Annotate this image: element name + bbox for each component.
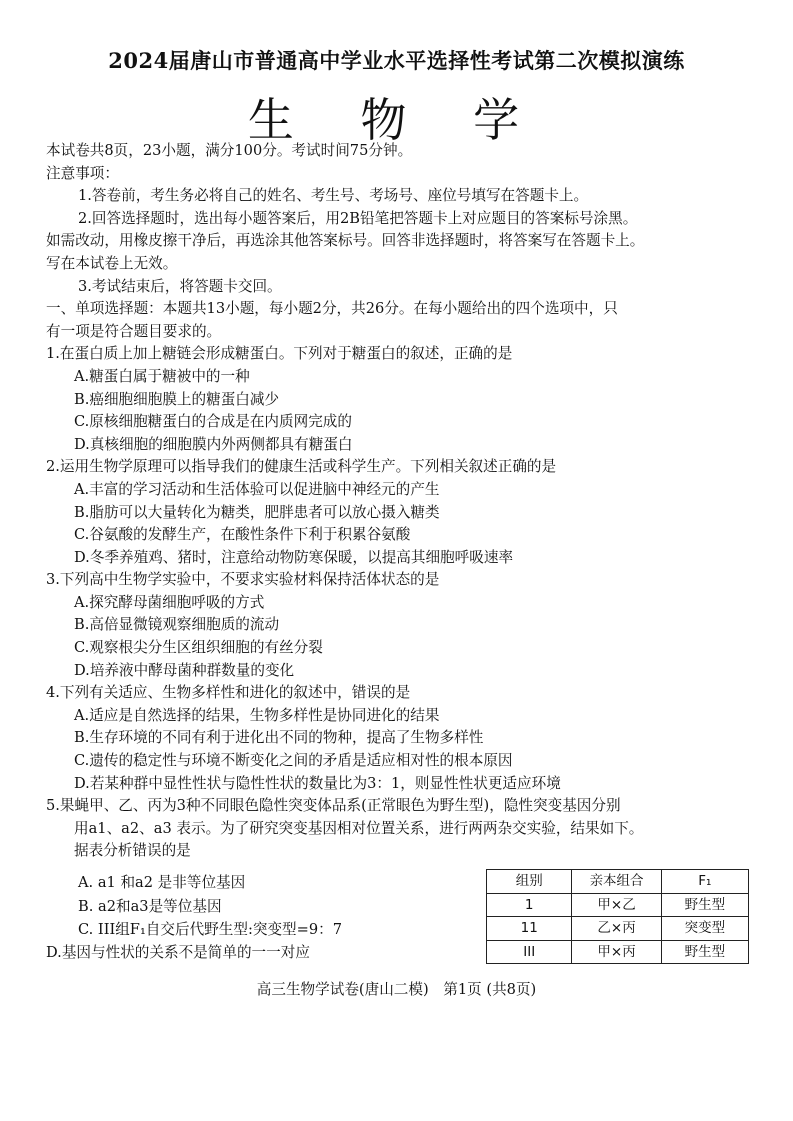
- table-cell: 突变型: [661, 917, 748, 941]
- q5-options: [46, 871, 342, 964]
- exam-title: 2024届唐山市普通高中学业水平选择性考试第二次模拟演练: [108, 48, 685, 73]
- option-d: D.若某种群中显性性状与隐性性状的数量比为3：1，则显性性状更适应环境: [74, 774, 561, 792]
- note-2-end: 写在本试卷上无效。: [46, 254, 178, 272]
- option-b: B.生存环境的不同有利于进化出不同的物种，提高了生物多样性: [74, 729, 484, 747]
- header-parents: 亲本组合: [572, 870, 661, 894]
- note-2-cont: 如需改动，用橡皮擦干净后，再选涂其他答案标号。回答非选择题时，将答案写在答题卡上。: [46, 232, 645, 250]
- option-a: A.适应是自然选择的结果，生物多样性是协同进化的结果: [74, 706, 440, 724]
- question-stem-end: 据表分析错误的是: [74, 842, 191, 860]
- option-c: C.遗传的稳定性与环境不断变化之间的矛盾是适应相对性的根本原因: [74, 752, 513, 770]
- question-4: [46, 682, 749, 795]
- page-footer: 高三生物学试卷(唐山二模) 第1页 (共8页): [256, 981, 537, 998]
- q5-content: [46, 863, 749, 979]
- cross-results-table: [486, 869, 749, 964]
- header-group: 组别: [487, 870, 572, 894]
- option-c: C.谷氨酸的发酵生产，在酸性条件下利于积累谷氨酸: [74, 526, 411, 544]
- notes-title: 注意事项：: [46, 164, 119, 182]
- option-a: A. a1 和a2 是非等位基因: [78, 874, 246, 891]
- option-c: C.原核细胞糖蛋白的合成是在内质网完成的: [74, 413, 352, 431]
- option-b: B.脂肪可以大量转化为糖类，肥胖患者可以放心摄入糖类: [74, 503, 440, 521]
- question-stem: 3.下列高中生物学实验中，不要求实验材料保持活体状态的是: [46, 571, 440, 589]
- table-cell: 甲×乙: [572, 893, 661, 917]
- question-stem: 5.果蝇甲、乙、丙为3种不同眼色隐性突变体品系(正常眼色为野生型)，隐性突变基因分别: [46, 797, 621, 815]
- option-a: A.探究酵母菌细胞呼吸的方式: [74, 593, 265, 611]
- table-cell: 野生型: [661, 893, 748, 917]
- option-a: A.糖蛋白属于糖被中的一种: [74, 367, 250, 385]
- option-d: D.培养液中酵母菌种群数量的变化: [74, 661, 295, 679]
- option-c: C. III组F₁自交后代野生型:突变型=9：7: [78, 921, 343, 938]
- option-d: D.真核细胞的细胞膜内外两侧都具有糖蛋白: [74, 435, 353, 453]
- option-c: C.观察根尖分生区组织细胞的有丝分裂: [74, 639, 323, 657]
- note-3: 3.考试结束后，将答题卡交回。: [78, 277, 282, 295]
- option-b: B.高倍显微镜观察细胞质的流动: [74, 616, 280, 634]
- option-b: B. a2和a3是等位基因: [78, 897, 222, 915]
- note-1: 1.答卷前，考生务必将自己的姓名、考生号、考场号、座位号填写在答题卡上。: [78, 187, 589, 205]
- exam-info: 本试卷共8页，23小题，满分100分。考试时间75分钟。: [46, 142, 413, 159]
- section-heading: 一、单项选择题：本题共13小题，每小题2分，共26分。在每小题给出的四个选项中，只: [46, 300, 618, 318]
- table-cell: III: [487, 940, 572, 964]
- question-stem: 1.在蛋白质上加上糖链会形成糖蛋白。下列对于糖蛋白的叙述，正确的是: [46, 345, 513, 363]
- table-row: [487, 940, 749, 964]
- table-cell: 野生型: [661, 940, 748, 964]
- question-stem: 4.下列有关适应、生物多样性和进化的叙述中，错误的是: [46, 684, 411, 702]
- question-stem-cont: 用a1、a2、a3 表示。为了研究突变基因相对位置关系，进行两两杂交实验，结果如下。: [74, 819, 644, 837]
- section-heading-cont: 有一项是符合题目要求的。: [46, 322, 222, 340]
- option-b: B.癌细胞细胞膜上的糖蛋白减少: [74, 390, 280, 408]
- table-cell: 乙×丙: [572, 917, 661, 941]
- question-2: [46, 456, 749, 569]
- question-stem: 2.运用生物学原理可以指导我们的健康生活或科学生产。下列相关叙述正确的是: [46, 458, 557, 476]
- table-cell: 甲×丙: [572, 940, 661, 964]
- option-d: D.基因与性状的关系不是简单的一一对应: [46, 943, 310, 961]
- header-f1: F₁: [661, 870, 748, 894]
- option-d: D.冬季养殖鸡、猪时，注意给动物防寒保暖，以提高其细胞呼吸速率: [74, 548, 514, 566]
- question-1: [46, 343, 749, 456]
- table-header-row: [487, 870, 749, 894]
- question-3: [46, 569, 749, 682]
- note-2: 2.回答选择题时，选出每小题答案后，用2B铅笔把答题卡上对应题目的答案标号涂黑。: [78, 209, 638, 227]
- question-5: [46, 795, 749, 979]
- table-row: [487, 893, 749, 917]
- exam-body: [46, 140, 749, 979]
- table-cell: 11: [487, 917, 572, 941]
- option-a: A.丰富的学习活动和生活体验可以促进脑中神经元的产生: [74, 480, 440, 498]
- table-cell: 1: [487, 893, 572, 917]
- subject-title: 生 物 学: [247, 93, 546, 147]
- table-row: [487, 917, 749, 941]
